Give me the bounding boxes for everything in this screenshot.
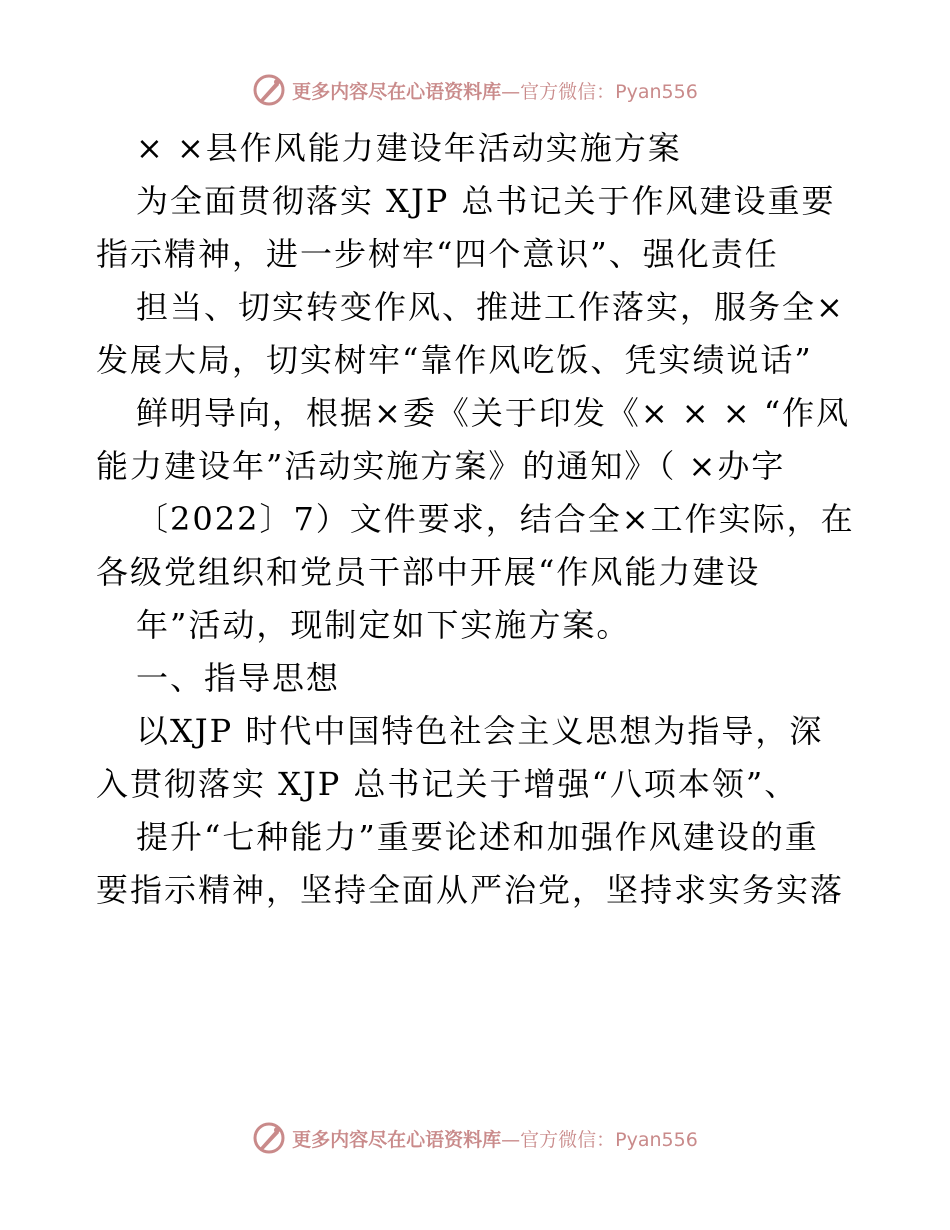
document-line: 为全面贯彻落实 XJP 总书记关于作风建设重要	[136, 182, 836, 220]
watermark-header	[0, 70, 950, 110]
watermark-contact: —官方微信：Pyan556	[501, 1128, 698, 1151]
document-line: 要指示精神，坚持全面从严治党，坚持求实务实落	[96, 871, 845, 909]
watermark-footer	[0, 1118, 950, 1158]
pen-logo-icon	[252, 73, 286, 107]
pen-logo-icon	[252, 1121, 286, 1155]
document-line: 能力建设年”活动实施方案》的通知》（ ×办字	[96, 447, 786, 485]
document-line: 担当、切实转变作风、推进工作落实，服务全×	[136, 288, 845, 326]
document-line: 一、指导思想	[136, 659, 341, 697]
document-body	[96, 122, 866, 917]
document-line: 入贯彻落实 XJP 总书记关于增强“八项本领”、	[96, 765, 799, 803]
document-line: 年”活动，现制定如下实施方案。	[136, 606, 631, 644]
document-line: 各级党组织和党员干部中开展“作风能力建设	[96, 553, 761, 591]
watermark-contact: —官方微信：Pyan556	[501, 80, 698, 103]
watermark-title: 更多内容尽在心语资料库	[292, 80, 502, 103]
document-line: × ×县作风能力建设年活动实施方案	[136, 129, 682, 167]
document-line: 提升“七种能力”重要论述和加强作风建设的重	[136, 818, 819, 856]
watermark-title: 更多内容尽在心语资料库	[292, 1128, 502, 1151]
document-line: 发展大局，切实树牢“靠作风吃饭、凭实绩说话”	[96, 341, 813, 379]
document-line: 鲜明导向，根据×委《关于印发《× × × “作风	[136, 394, 851, 432]
document-line: 〔2022〕7）文件要求，结合全×工作实际，在	[136, 500, 855, 538]
document-line: 指示精神，进一步树牢“四个意识”、强化责任	[96, 235, 779, 273]
document-line: 以XJP 时代中国特色社会主义思想为指导，深	[136, 712, 824, 750]
